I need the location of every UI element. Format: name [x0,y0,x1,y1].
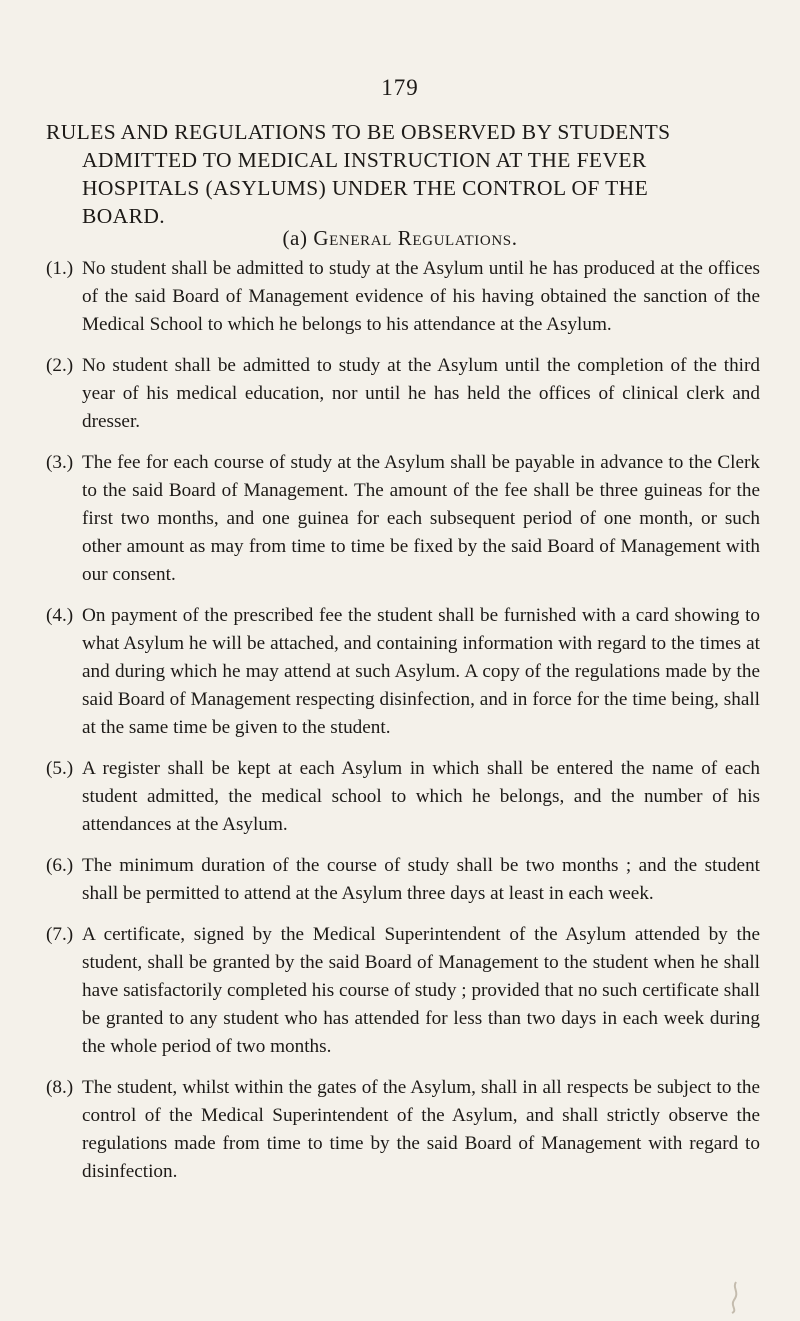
rule-item [46,352,760,436]
rule-item [46,602,760,742]
rule-item [46,255,760,339]
title-line-3: HOSPITALS (ASYLUMS) UNDER THE CONTROL OF THE [82,176,649,200]
title-line-1: RULES AND REGULATIONS TO BE OBSERVED BY STUDENTS [46,120,671,144]
rule-item [46,1074,760,1186]
section-title: General Regulations. [313,226,518,250]
rule-text: The fee for each course of study at the Asylum shall be payable in advance to the Clerk to the said Board of Management. The amount of the fee shall be three guineas for the first two months, and one guinea for each subsequent period of one month, or such other amount as may from time to time be fixed by the said Board of Management with our consent. [82,452,760,585]
rule-text: A certificate, signed by the Medical Superintendent of the Asylum attended by the student, shall be granted by the said Board of Management to the student when he shall have satisfactorily completed his course of study ; provided that no such certificate shall be granted to any student who has attended for less than two days in each week during the whole period of two months. [82,924,760,1057]
rule-item [46,921,760,1061]
rule-number: (7.) [46,924,74,945]
rule-number: (5.) [46,758,74,779]
rule-item [46,755,760,839]
rule-number: (3.) [46,452,74,473]
title-line-4: BOARD. [82,204,166,228]
section-marker: (a) [282,226,308,250]
rule-item [46,449,760,589]
page-number: 179 [381,75,419,100]
rule-text: The student, whilst within the gates of the Asylum, shall in all respects be subject to the control of the Medical Superintendent of the Asylum, and shall strictly observe the regulations made from time to time by the said Board of Management with regard to disinfection. [82,1077,760,1182]
paper-blemish-icon [718,1280,748,1314]
rule-text: The minimum duration of the course of study shall be two months ; and the student shall be permitted to attend at the Asylum three days at least in each week. [82,855,760,904]
rules-list [46,255,760,1199]
rule-number: (1.) [46,258,74,279]
rule-number: (6.) [46,855,74,876]
rule-number: (4.) [46,605,74,626]
document-title [46,118,758,230]
paper-blemish [718,1280,748,1314]
rule-number: (2.) [46,355,74,376]
rule-item [46,852,760,908]
rule-text: A register shall be kept at each Asylum in which shall be entered the name of each student admitted, the medical school to which he belongs, and the number of his attendances at the Asylum. [82,758,760,835]
rule-number: (8.) [46,1077,74,1098]
rule-text: No student shall be admitted to study at the Asylum until he has produced at the offices of the said Board of Management evidence of his having obtained the sanction of the Medical School to which he belongs to his attendance at the Asylum. [82,258,760,335]
rule-text: No student shall be admitted to study at the Asylum until the completion of the third year of his medical education, nor until he has held the offices of clinical clerk and dresser. [82,355,760,432]
rule-text: On payment of the prescribed fee the student shall be furnished with a card showing to what Asylum he will be attached, and containing information with regard to the times at and during which he may attend at such Asylum. A copy of the regulations made by the said Board of Management respecting disinfection, and in force for the time being, shall at the same time be given to the student. [82,605,760,738]
section-heading [0,226,800,251]
title-line-2: ADMITTED TO MEDICAL INSTRUCTION AT THE FEVER [82,148,647,172]
